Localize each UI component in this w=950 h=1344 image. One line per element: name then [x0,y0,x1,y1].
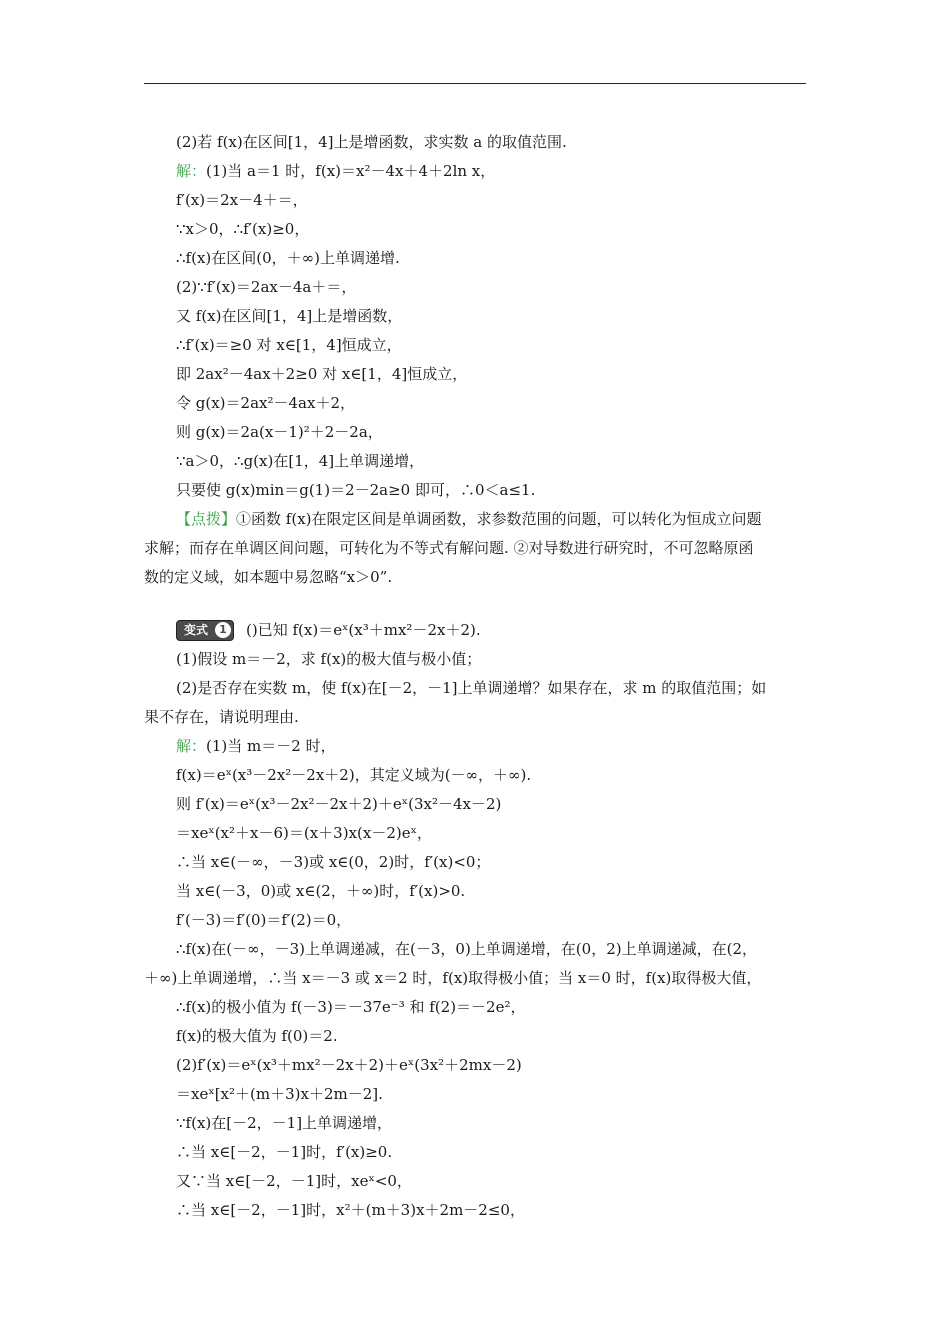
text-line: ＝xeˣ[x²＋(m＋3)x＋2m－2]. [176,1085,383,1103]
text-line: ∵x＞0，∴f′(x)≥0， [176,220,310,238]
text-line: ∴f′(x)＝≥0 对 x∈[1，4]恒成立， [176,336,402,354]
text-line: 则 g(x)＝2a(x－1)²＋2－2a， [176,423,383,441]
variant-badge-number: 1 [215,622,231,638]
text-line: 当 x∈(－3，0)或 x∈(2，＋∞)时，f′(x)>0. [176,882,466,900]
text-line: (2)若 f(x)在区间[1，4]上是增函数，求实数 a 的取值范围. [176,133,567,151]
text-line: ＝xeˣ(x²＋x－6)＝(x＋3)x(x－2)eˣ， [176,824,432,842]
text-line: 【点拨】①函数 f(x)在限定区间是单调函数，求参数范围的问题，可以转化为恒成立问题 [176,510,762,528]
text-line: (2)f′(x)＝eˣ(x³＋mx²－2x＋2)＋eˣ(3x²＋2mx－2) [176,1056,522,1074]
text-line: ∴当 x∈(－∞，－3)或 x∈(0，2)时，f′(x)<0； [176,853,491,871]
text-line: f′(x)＝2x－4＋＝， [176,191,308,209]
text-line: 令 g(x)＝2ax²－4ax＋2， [176,394,355,412]
tip-label: 【点拨】 [176,510,237,528]
text-line: ＋∞)上单调递增，∴当 x＝－3 或 x＝2 时，f(x)取得极小值；当 x＝0 时，f(x)取得极大值， [144,969,762,987]
text-line: f′(－3)＝f′(0)＝f′(2)＝0， [176,911,352,929]
solution-label: 解： [176,737,207,755]
text-line: ∴f(x)在(－∞，－3)上单调递减，在(－3，0)上单调递增，在(0，2)上单调递减，在(2， [176,940,757,958]
text-line: ∵a＞0，∴g(x)在[1，4]上单调递增， [176,452,425,470]
text-line: ∴当 x∈[－2，－1]时，f′(x)≥0. [176,1143,393,1161]
text-line: f(x)的极大值为 f(0)＝2. [176,1027,338,1045]
text-line: 即 2ax²－4ax＋2≥0 对 x∈[1，4]恒成立， [176,365,468,383]
text-line: ∴当 x∈[－2，－1]时，x²＋(m＋3)x＋2m－2≤0， [176,1201,525,1219]
text-line: 果不存在，请说明理由. [144,708,299,726]
text-line: ∴f(x)的极小值为 f(－3)＝－37e⁻³ 和 f(2)＝－2e²， [176,998,526,1016]
text-line: 解：(1)当 a＝1 时，f(x)＝x²－4x＋4＋2ln x， [176,162,496,180]
text-line: f(x)＝eˣ(x³－2x²－2x＋2)，其定义域为(－∞，＋∞). [176,766,532,784]
text-line: ∵f(x)在[－2，－1]上单调递增， [176,1114,393,1132]
text-line: (2)∵f′(x)＝2ax－4a＋＝， [176,278,357,296]
text-line: 解：(1)当 m＝－2 时， [176,737,336,755]
variant-badge-label: 变式 [183,623,208,637]
text-line: ∴f(x)在区间(0，＋∞)上单调递增. [176,249,400,267]
text-line: 又 f(x)在区间[1，4]上是增函数， [176,307,403,325]
text-line: 又∵当 x∈[－2，－1]时，xeˣ<0， [176,1172,412,1190]
text-line: 数的定义域，如本题中易忽略“x＞0”. [144,568,393,586]
text-line: 则 f′(x)＝eˣ(x³－2x²－2x＋2)＋eˣ(3x²－4x－2) [176,795,502,813]
text-line: ()已知 f(x)＝eˣ(x³＋mx²－2x＋2). [246,621,481,639]
header-rule [144,83,806,84]
text-line: 只要使 g(x)min＝g(1)＝2－2a≥0 即可，∴0＜a≤1. [176,481,536,499]
solution-label: 解： [176,162,207,180]
text-line: (1)假设 m＝－2，求 f(x)的极大值与极小值； [176,650,482,668]
variant-badge [176,620,234,641]
text-line: 求解；而存在单调区间问题，可转化为不等式有解问题. ②对导数进行研究时，不可忽略原函 [144,539,754,557]
text-line: (2)是否存在实数 m，使 f(x)在[－2，－1]上单调递增？如果存在，求 m 的取值范围；如 [176,679,767,697]
